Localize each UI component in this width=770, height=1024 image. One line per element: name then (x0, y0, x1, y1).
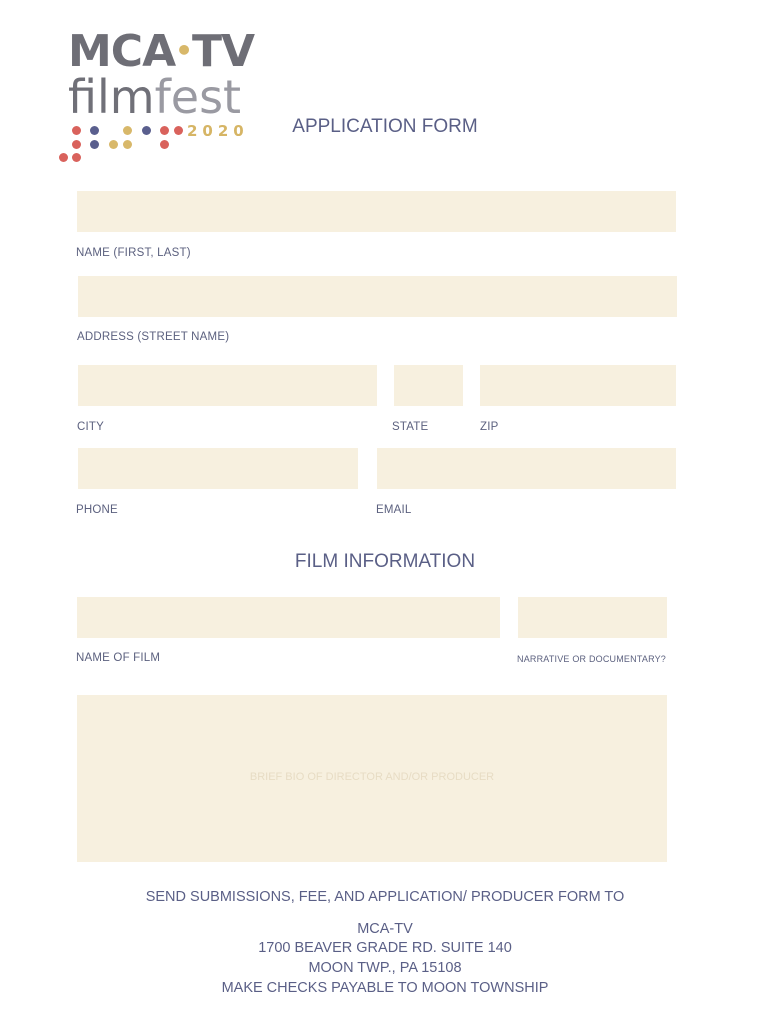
email-field[interactable] (377, 448, 676, 489)
org-name: MCA-TV (357, 921, 413, 937)
logo-brand-part2: TV (192, 26, 255, 77)
logo-brand-part1: MCA (68, 26, 176, 77)
film-name-field[interactable] (77, 597, 500, 638)
zip-label: ZIP (480, 421, 499, 433)
logo-dot (160, 126, 169, 135)
logo-brand-separator: • (175, 34, 193, 67)
film-name-label: NAME OF FILM (76, 652, 161, 664)
logo-dot (142, 126, 151, 135)
application-form-title: APPLICATION FORM (292, 116, 478, 137)
logo-dot (123, 126, 132, 135)
logo-dot (59, 153, 68, 162)
phone-label: PHONE (76, 504, 118, 516)
phone-field[interactable] (78, 448, 358, 489)
logo-dot (109, 140, 118, 149)
city-label: CITY (77, 421, 104, 433)
name-field[interactable] (77, 191, 676, 232)
logo-dot (90, 126, 99, 135)
film-type-field[interactable] (518, 597, 667, 638)
checks-payable-text: MAKE CHECKS PAYABLE TO MOON TOWNSHIP (221, 980, 549, 996)
bio-placeholder: BRIEF BIO OF DIRECTOR AND/OR PRODUCER (249, 771, 495, 783)
logo-dot (174, 126, 183, 135)
film-information-title: FILM INFORMATION (294, 551, 476, 572)
send-submissions-text: SEND SUBMISSIONS, FEE, AND APPLICATION/ PRODUCER FORM TO (145, 889, 625, 905)
logo-dot (123, 140, 132, 149)
logo-year: 2020 (187, 122, 249, 140)
address-label: ADDRESS (STREET NAME) (77, 331, 230, 343)
film-type-label: NARRATIVE OR DOCUMENTARY? (517, 654, 667, 664)
state-label: STATE (392, 421, 429, 433)
street-address: 1700 BEAVER GRADE RD. SUITE 140 (258, 940, 512, 956)
zip-field[interactable] (480, 365, 676, 406)
logo-dot (72, 126, 81, 135)
city-field[interactable] (78, 365, 377, 406)
logo-fest: fest (154, 70, 242, 124)
state-field[interactable] (394, 365, 463, 406)
address-field[interactable] (78, 276, 677, 317)
logo-dot (72, 153, 81, 162)
logo-dot (160, 140, 169, 149)
logo-film: film (68, 70, 155, 124)
logo-dot (72, 140, 81, 149)
logo-filmfest (68, 70, 241, 124)
email-label: EMAIL (376, 504, 412, 516)
name-label: NAME (FIRST, LAST) (76, 247, 191, 259)
logo-dot (90, 140, 99, 149)
city-state-zip: MOON TWP., PA 15108 (308, 960, 462, 976)
